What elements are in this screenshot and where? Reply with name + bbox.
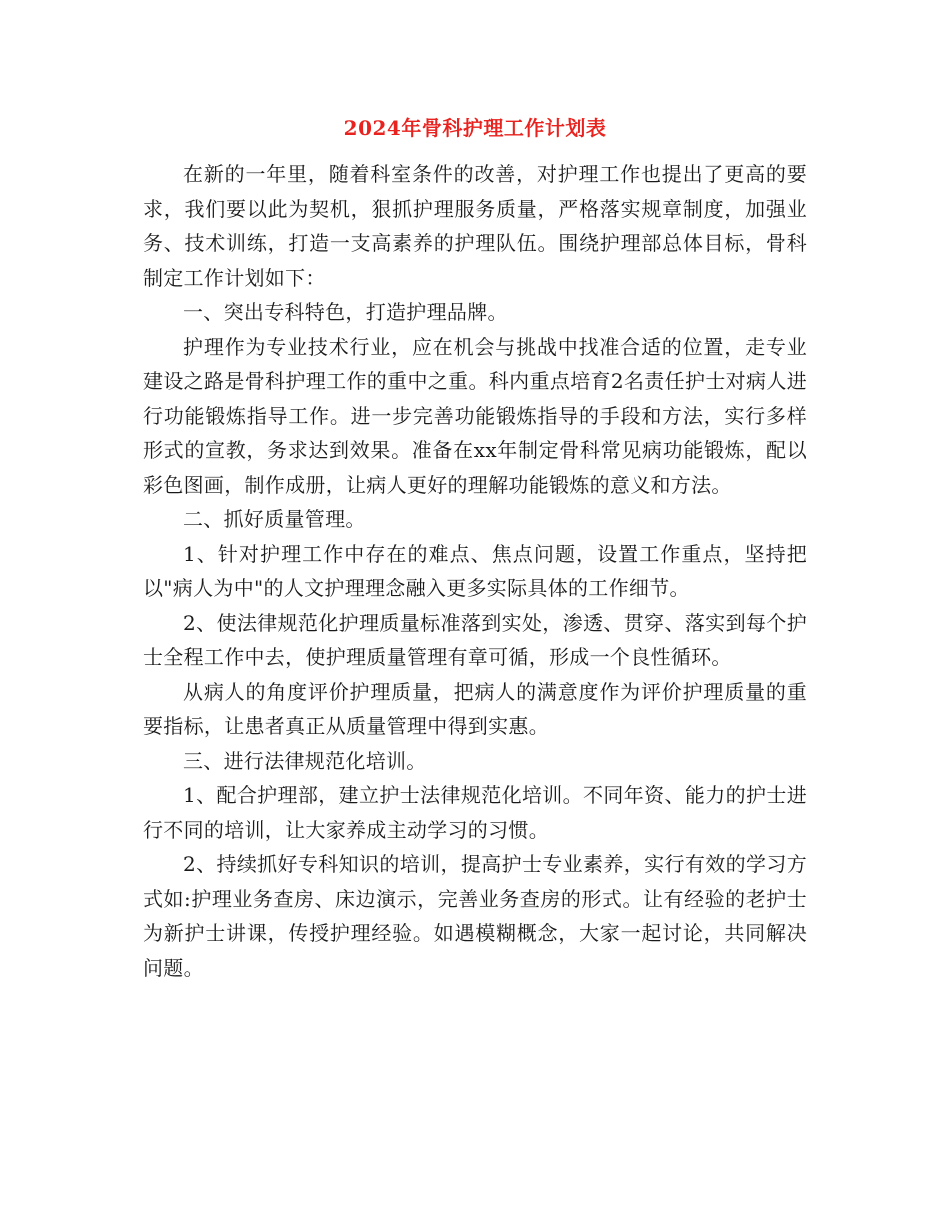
paragraph-section-2-note: 从病人的角度评价护理质量，把病人的满意度作为评价护理质量的重要指标，让患者真正从质量管理中得到实惠。	[143, 679, 807, 738]
paragraph-intro: 在新的一年里，随着科室条件的改善，对护理工作也提出了更高的要求，我们要以此为契机，狠抓护理服务质量，严格落实规章制度，加强业务、技术训练，打造一支高素养的护理队伍。围绕护理部总体目标，骨科制定工作计划如下：	[143, 162, 807, 290]
document-title: 2024年骨科护理工作计划表	[343, 116, 607, 140]
paragraph-item-2-2: 2、使法律规范化护理质量标准落到实处，渗透、贯穿、落实到每个护士全程工作中去，使护理质量管理有章可循，形成一个良性循环。	[143, 610, 807, 669]
paragraph-section-1: 护理作为专业技术行业，应在机会与挑战中找准合适的位置，走专业建设之路是骨科护理工作的重中之重。科内重点培育2名责任护士对病人进行功能锻炼指导工作。进一步完善功能锻炼指导的手段和方法，实行多样形式的宣教，务求达到效果。准备在xx年制定骨科常见病功能锻炼，配以彩色图画，制作成册，让病人更好的理解功能锻炼的意义和方法。	[143, 334, 807, 497]
paragraph-item-3-1: 1、配合护理部，建立护士法律规范化培训。不同年资、能力的护士进行不同的培训，让大家养成主动学习的习惯。	[143, 783, 807, 842]
paragraph-item-3-2: 2、持续抓好专科知识的培训，提高护士专业素养，实行有效的学习方式如:护理业务查房、床边演示，完善业务查房的形式。让有经验的老护士为新护士讲课，传授护理经验。如遇模糊概念，大家一起讨论，共同解决问题。	[143, 852, 807, 980]
section-heading-1: 一、突出专科特色，打造护理品牌。	[183, 300, 508, 324]
section-heading-3: 三、进行法律规范化培训。	[183, 748, 427, 773]
document-body	[143, 157, 807, 985]
section-heading-2: 二、抓好质量管理。	[183, 507, 366, 531]
paragraph-item-2-1: 1、针对护理工作中存在的难点、焦点问题，设置工作重点，坚持把以"病人为中"的人文护理理念融入更多实际具体的工作细节。	[143, 541, 807, 600]
